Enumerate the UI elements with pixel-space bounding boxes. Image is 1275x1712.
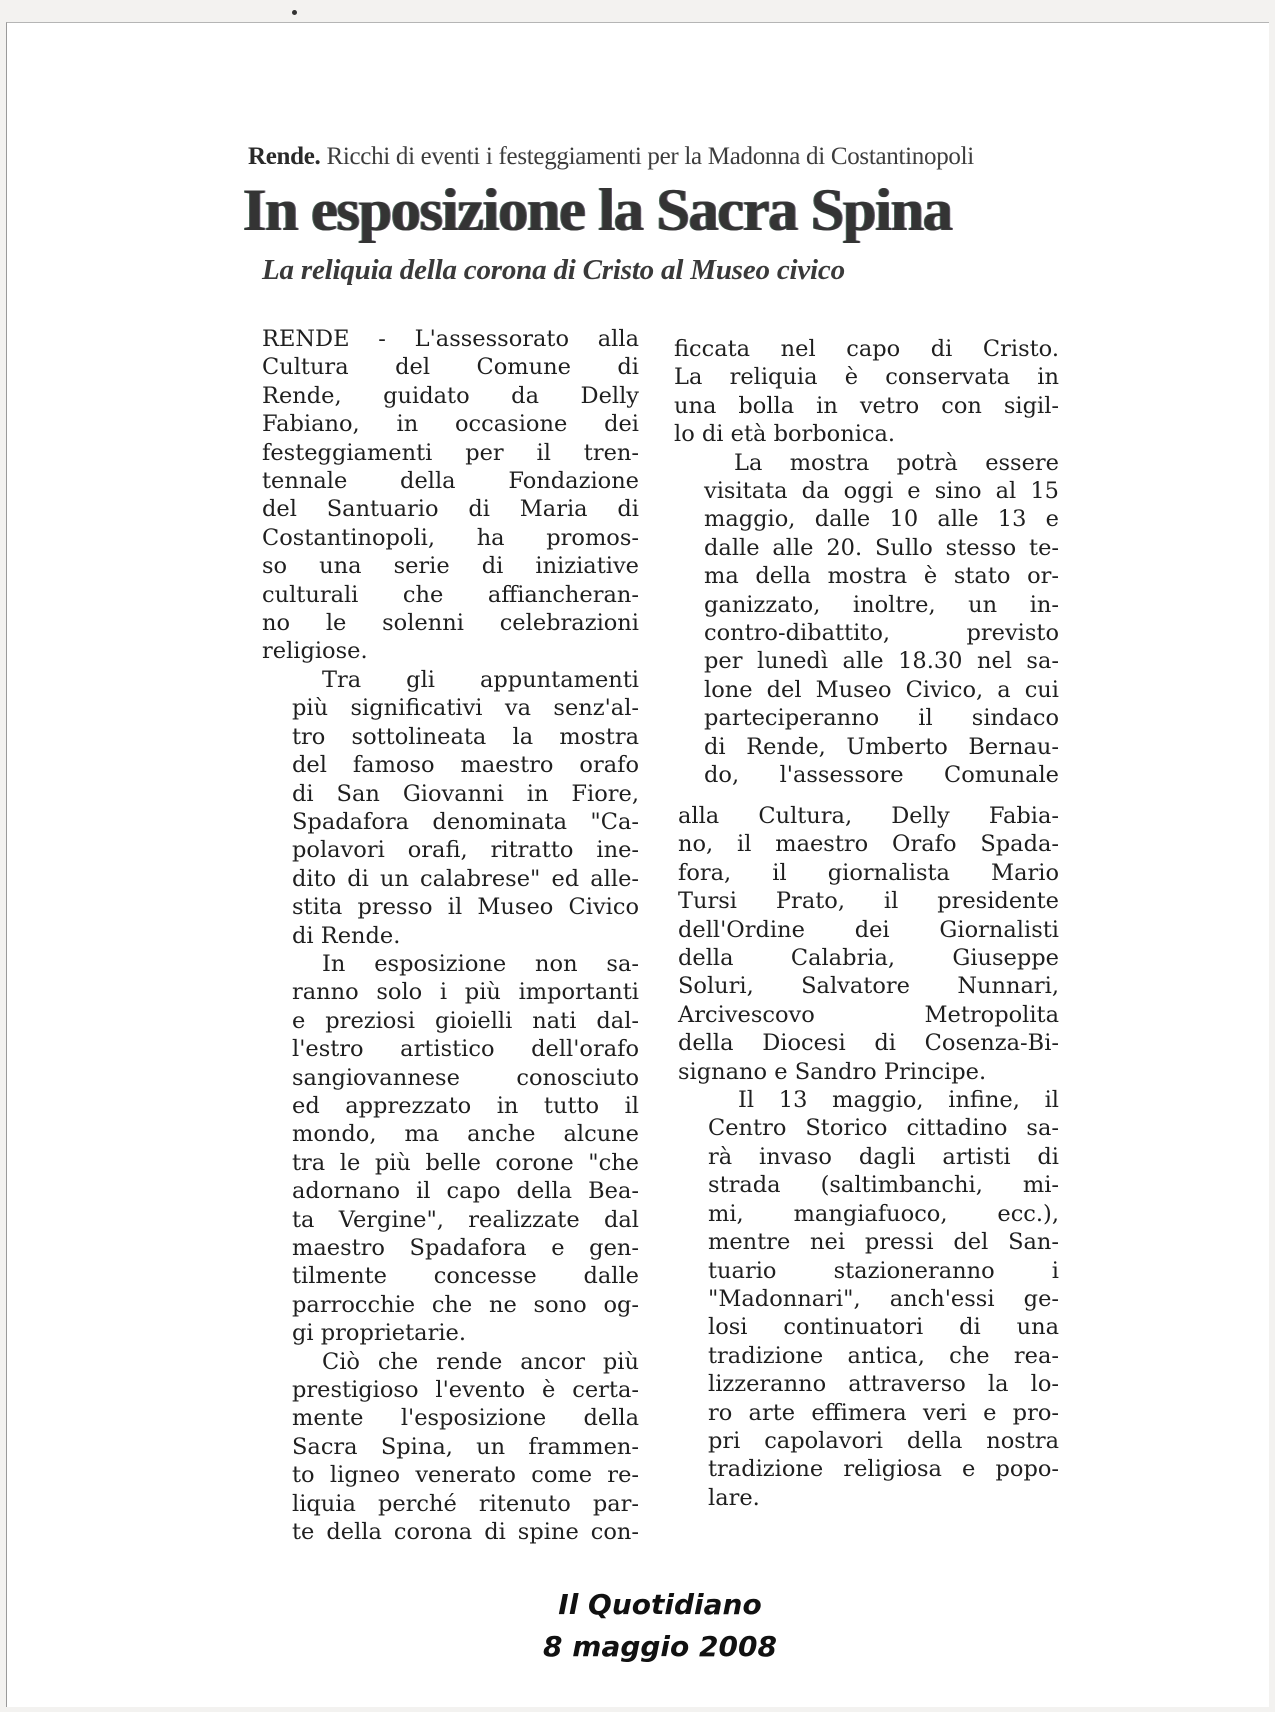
- text-line: stita presso il Museo Civico: [292, 894, 639, 921]
- text-line: Centro Storico cittadino sa-: [708, 1115, 1059, 1142]
- text-line: La reliquia è conservata in: [674, 364, 1059, 391]
- text-line: tro sottolineata la mostra: [292, 723, 639, 750]
- text-line: visitata da oggi e sino al 15: [704, 478, 1059, 505]
- text-line: signano e Sandro Principe.: [678, 1058, 987, 1085]
- paragraph: [262, 325, 639, 666]
- text-line: ganizzato, inoltre, un in-: [704, 591, 1059, 618]
- paragraph: [674, 335, 1059, 449]
- text-line: mi, mangiafuoco, ecc.),: [708, 1200, 1059, 1227]
- text-line: prestigioso l'evento è certa-: [292, 1377, 639, 1404]
- text-line: dell'Ordine dei Giornalisti: [678, 916, 1059, 943]
- article-headline: In esposizione la Sacra Spina: [243, 177, 952, 243]
- text-line: dalle alle 20. Sullo stesso te-: [704, 534, 1059, 561]
- newspaper-name: Il Quotidiano: [558, 1588, 762, 1621]
- text-line: l'estro artistico dell'orafo: [292, 1036, 639, 1063]
- text-line: rà invaso dagli artisti di: [708, 1143, 1059, 1170]
- article-kicker: [248, 143, 1068, 171]
- text-line: pri capolavori della nostra: [708, 1427, 1059, 1454]
- text-line: di Rende, Umberto Bernau-: [704, 733, 1059, 760]
- text-line: "Madonnari", anch'essi ge-: [708, 1285, 1059, 1312]
- text-line: ed apprezzato in tutto il: [292, 1092, 639, 1119]
- text-line: più significativi va senz'al-: [292, 695, 639, 722]
- text-line: liquia perché ritenuto par-: [292, 1490, 639, 1517]
- text-line: lare.: [708, 1484, 760, 1511]
- paragraph: [678, 1086, 1059, 1512]
- text-line: polavori orafi, ritratto ine-: [292, 837, 639, 864]
- text-line: ranno solo i più importanti: [292, 979, 639, 1006]
- text-line: ta Vergine", realizzate dal: [292, 1206, 639, 1233]
- text-line: lo di età borbonica.: [674, 421, 896, 448]
- text-line: Ciò che rende ancor più: [322, 1348, 639, 1375]
- text-line: te della corona di spine con-: [292, 1519, 639, 1546]
- text-line: lone del Museo Civico, a cui: [704, 676, 1059, 703]
- text-line: di Rende.: [292, 922, 401, 949]
- paragraph: [262, 950, 639, 1348]
- paragraph: [262, 666, 639, 950]
- paragraph: [678, 802, 1059, 1086]
- source-caption: [450, 1584, 870, 1668]
- publication-date: 8 maggio 2008: [543, 1630, 777, 1663]
- text-line: della Diocesi di Cosenza-Bi-: [678, 1030, 1059, 1057]
- text-line: ficcata nel capo di Cristo.: [674, 336, 1059, 362]
- text-line: Il 13 maggio, infine, il: [738, 1087, 1059, 1114]
- scan-speck: [292, 10, 297, 15]
- text-line: parrocchie che ne sono og-: [292, 1291, 639, 1318]
- text-line: di San Giovanni in Fiore,: [292, 780, 639, 807]
- text-line: In esposizione non sa-: [322, 950, 639, 977]
- text-line: tradizione religiosa e popo-: [708, 1456, 1059, 1483]
- text-line: tradizione antica, che rea-: [708, 1342, 1059, 1369]
- article-subheadline: La reliquia della corona di Cristo al Museo civico: [262, 254, 845, 286]
- text-line: tilmente concesse dalle: [292, 1263, 639, 1290]
- text-line: strada (saltimbanchi, mi-: [708, 1172, 1059, 1199]
- text-line: RENDE - L'assessorato alla: [262, 326, 639, 352]
- text-line: del famoso maestro orafo: [292, 752, 639, 779]
- text-line: Costantinopoli, ha promos-: [262, 524, 639, 551]
- paragraph: [262, 1348, 639, 1547]
- text-line: Tursi Prato, il presidente: [678, 888, 1059, 915]
- text-line: tennale della Fondazione: [262, 468, 639, 495]
- text-line: mentre nei pressi del San-: [708, 1229, 1059, 1256]
- text-line: gi proprietarie.: [292, 1320, 467, 1347]
- text-line: tuario stazioneranno i: [708, 1257, 1059, 1284]
- text-line: dito di un calabrese" ed alle-: [292, 865, 639, 892]
- text-line: Sacra Spina, un frammen-: [292, 1433, 639, 1460]
- text-line: La mostra potrà essere: [734, 449, 1059, 476]
- text-line: do, l'assessore Comunale: [704, 762, 1059, 789]
- text-line: maestro Spadafora e gen-: [292, 1235, 639, 1261]
- kicker-place: Rende.: [248, 143, 321, 170]
- article-column-left: [262, 325, 639, 1546]
- text-line: maggio, dalle 10 alle 13 e: [704, 506, 1059, 533]
- kicker-text: Ricchi di eventi i festeggiamenti per la Madonna di Costantinopoli: [326, 143, 974, 170]
- text-line: una bolla in vetro con sigil-: [674, 392, 1059, 419]
- text-line: mondo, ma anche alcune: [292, 1121, 639, 1148]
- text-line: to ligneo venerato come re-: [292, 1462, 639, 1489]
- text-line: Fabiano, in occasione dei: [262, 411, 639, 438]
- text-line: per lunedì alle 18.30 nel sa-: [704, 648, 1059, 675]
- text-line: religiose.: [262, 638, 368, 665]
- text-line: Rende, guidato da Delly: [262, 382, 639, 409]
- text-line: ro arte effimera veri e pro-: [708, 1399, 1059, 1426]
- text-line: so una serie di iniziative: [262, 553, 639, 580]
- text-line: Arcivescovo Metropolita: [678, 1001, 1059, 1028]
- text-line: e preziosi gioielli nati dal-: [292, 1007, 639, 1034]
- text-line: sangiovannese conosciuto: [292, 1064, 639, 1091]
- text-line: mente l'esposizione della: [292, 1405, 639, 1432]
- text-line: losi continuatori di una: [708, 1314, 1059, 1341]
- article-column-right-top: [674, 335, 1059, 790]
- text-line: adornano il capo della Bea-: [292, 1178, 639, 1205]
- text-line: contro-dibattito, previsto: [704, 620, 1059, 647]
- text-line: Tra gli appuntamenti: [322, 666, 639, 693]
- text-line: del Santuario di Maria di: [262, 496, 639, 523]
- text-line: festeggiamenti per il tren-: [262, 439, 639, 466]
- text-line: Cultura del Comune di: [262, 354, 639, 381]
- text-line: no le solenni celebrazioni: [262, 610, 639, 637]
- text-line: parteciperanno il sindaco: [704, 705, 1059, 732]
- text-line: no, il maestro Orafo Spada-: [678, 831, 1059, 858]
- paragraph: [674, 449, 1059, 790]
- text-line: culturali che affiancheran-: [262, 581, 639, 608]
- text-line: Soluri, Salvatore Nunnari,: [678, 973, 1059, 1000]
- text-line: della Calabria, Giuseppe: [678, 945, 1059, 972]
- text-line: lizzeranno attraverso la lo-: [708, 1371, 1059, 1398]
- text-line: tra le più belle corone "che: [292, 1149, 639, 1176]
- article-column-right-bottom: [678, 802, 1059, 1512]
- text-line: ma della mostra è stato or-: [704, 563, 1059, 590]
- text-line: alla Cultura, Delly Fabia-: [678, 803, 1059, 829]
- text-line: fora, il giornalista Mario: [678, 859, 1059, 886]
- text-line: Spadafora denominata "Ca-: [292, 808, 639, 835]
